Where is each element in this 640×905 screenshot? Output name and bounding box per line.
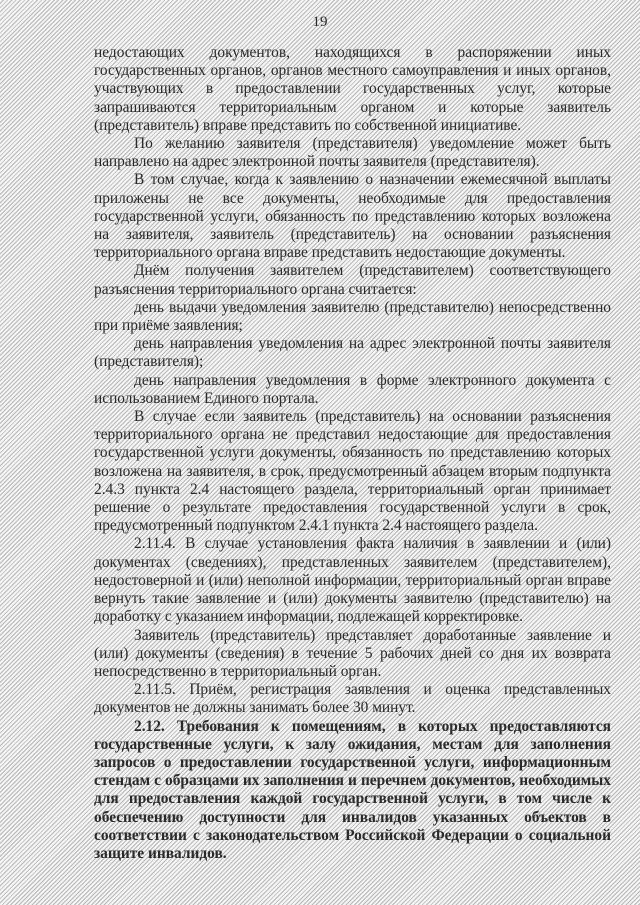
paragraph: В случае если заявитель (представитель) на основании разъяснения территориального органа не представил недостающие для предоставления государственной услуги документы, обязанность по представлению которых возложена на заявителя, в срок, предусмотренный абзацем вторым подпункта 2.4.3 пункта 2.4 настоящего раздела, территориальный орган принимает решение о результате предоставления государственной услуги в срок, предусмотренный подпунктом 2.4.1 пункта 2.4 настоящего раздела.: [94, 408, 611, 535]
paragraph: 2.11.5. Приём, регистрация заявления и оценка представленных документов не должны занимать более 30 минут.: [94, 681, 611, 717]
paragraph: день направления уведомления в форме электронного документа с использованием Единого портала.: [94, 371, 611, 407]
page-number: 19: [312, 14, 328, 30]
paragraph: день выдачи уведомления заявителю (представителю) непосредственно при приёме заявления;: [94, 298, 611, 335]
paragraph: Заявитель (представитель) представляет доработанные заявление и (или) документы (сведения) в течение 5 рабочих дней со дня их возврата непосредственно в территориальный орган.: [94, 626, 611, 680]
document-body: [94, 44, 611, 863]
paragraph: В том случае, когда к заявлению о назначении ежемесячной выплаты приложены не все документы, необходимые для предоставления государственной услуги, обязанность по представлению которых возложена на заявителя, заявитель (представитель) на основании разъяснения территориального органа вправе представить недостающие документы.: [94, 171, 611, 262]
paragraph: Днём получения заявителем (представителем) соответствующего разъяснения территориального органа считается:: [94, 262, 611, 298]
paragraph: недостающих документов, находящихся в распоряжении иных государственных органов, органов местного самоуправления и иных органов, участвующих в предоставлении государственных услуг, которые запрашиваются территориальным органом и которые заявитель (представитель) вправе представить по собственной инициативе.: [94, 44, 611, 134]
paragraph: По желанию заявителя (представителя) уведомление может быть направлено на адрес электронной почты заявителя (представителя).: [94, 135, 611, 171]
paragraph: 2.11.4. В случае установления факта наличия в заявлении и (или) документах (сведениях), представленных заявителем (представителем), недостоверной и (или) неполной информации, территориальный орган вправе вернуть такие заявление и (или) документы заявителю (представителю) на доработку с указанием информации, подлежащей корректировке.: [94, 535, 611, 626]
section-heading-2-12: 2.12. Требования к помещениям, в которых предоставляются государственные услуги, к залу ожидания, местам для заполнения запросов о предоставлении государственной услуги, информационным стендам с образцами их заполнения и перечнем документов, необходимых для предоставления каждой государственной услуги, в том числе к обеспечению доступности для инвалидов указанных объектов в соответствии с законодательством Российской Федерации о социальной защите инвалидов.: [94, 717, 611, 862]
paragraph: день направления уведомления на адрес электронной почты заявителя (представителя);: [94, 335, 611, 371]
